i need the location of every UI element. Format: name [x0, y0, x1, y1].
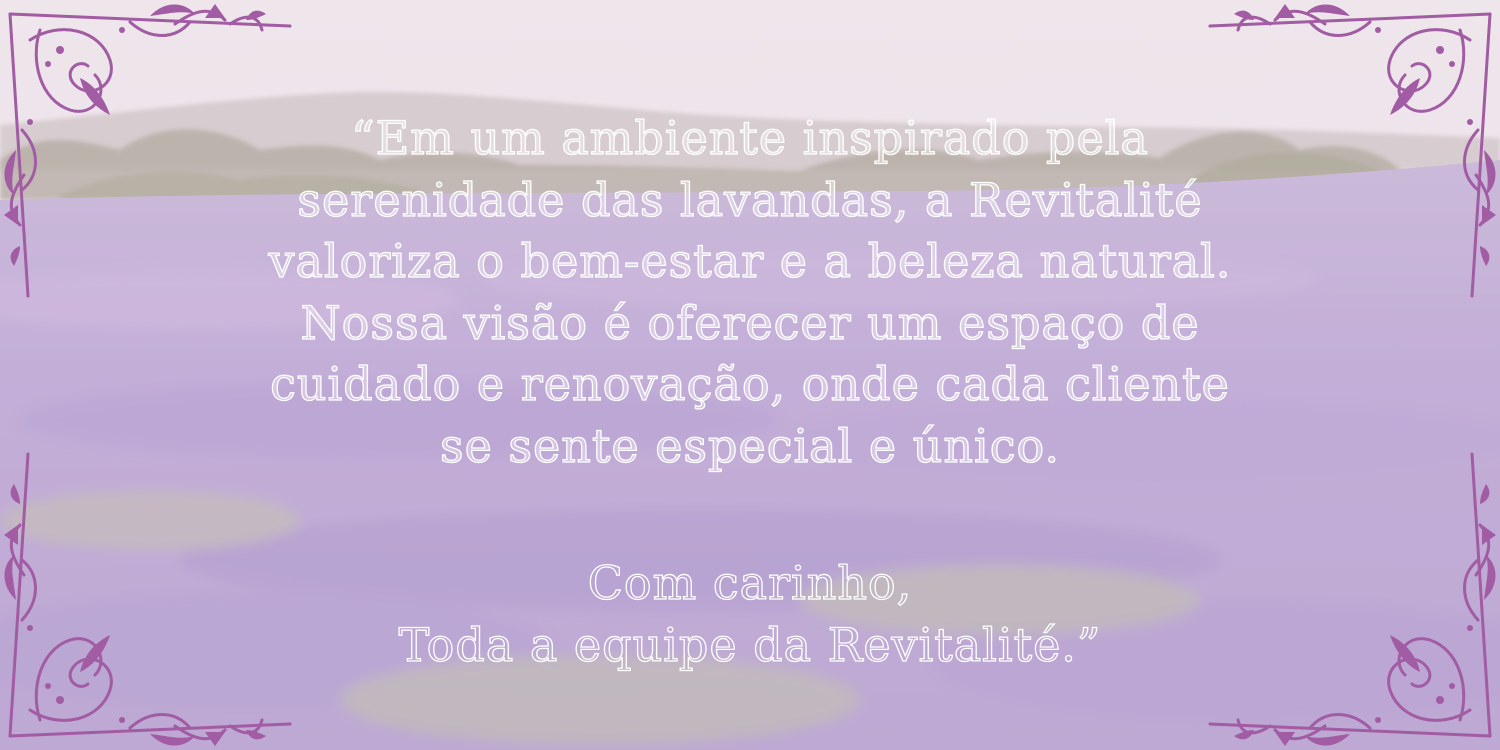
signature-team: Toda a equipe da Revitalité.”	[398, 618, 1102, 672]
quote-line: Nossa visão é oferecer um espaço de	[300, 295, 1200, 350]
vision-quote	[120, 108, 1380, 477]
quote-line: serenidade das lavandas, a Revitalité	[297, 172, 1203, 227]
quote-line: “Em um ambiente inspirado pela	[351, 111, 1149, 165]
quote-line: cuidado e renovação, onde cada cliente	[270, 357, 1230, 411]
signature	[120, 552, 1380, 676]
signature-greeting: Com carinho,	[587, 556, 913, 610]
quote-line: valoriza o bem-estar e a beleza natural.	[268, 234, 1232, 288]
quote-line: se sente especial e único.	[439, 418, 1061, 473]
